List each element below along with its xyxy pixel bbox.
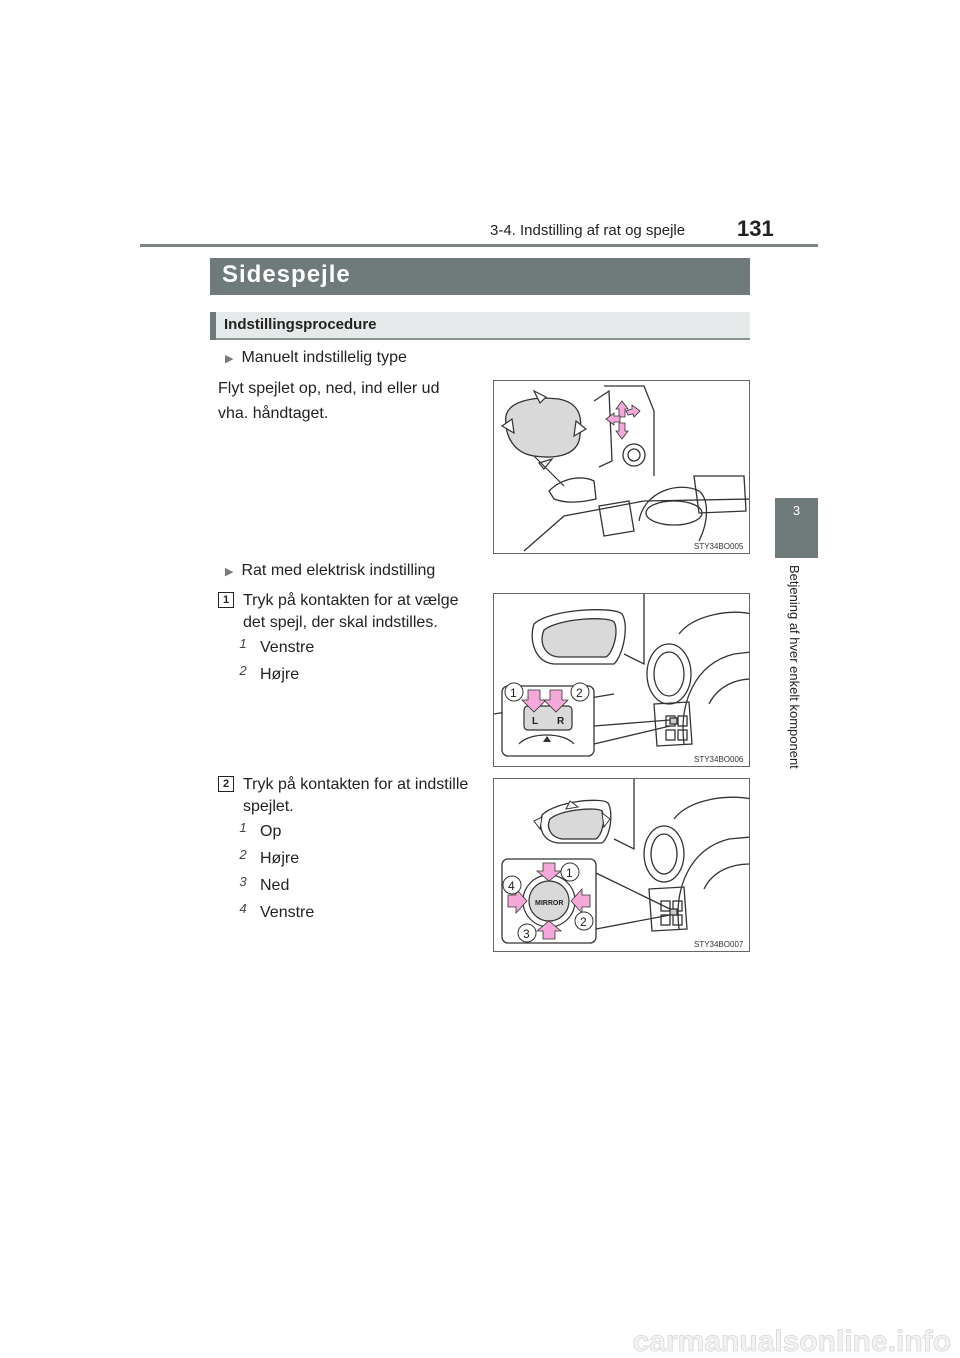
- step-2-item-2-number: 2: [239, 847, 247, 862]
- switch-right-label: R: [557, 716, 565, 727]
- manual-line-1: Flyt spejlet op, ned, ind eller ud: [218, 380, 440, 397]
- switch-left-label: L: [532, 716, 539, 727]
- step-2-line-1: Tryk på kontakten for at indstille: [243, 776, 469, 793]
- step-2-item-2-label: Højre: [260, 850, 300, 867]
- figure-code: STY34BO005: [694, 542, 744, 551]
- step-2-item-4-number: 4: [239, 901, 247, 916]
- step-1-line-2: det spejl, der skal indstilles.: [243, 614, 438, 631]
- manual-line-2: vha. håndtaget.: [218, 405, 329, 422]
- watermark-text: carmanualsonline.info: [632, 1325, 951, 1358]
- callout-1: 1: [566, 866, 573, 880]
- step-1-badge: 1: [218, 592, 234, 608]
- step-2-item-4-label: Venstre: [260, 904, 315, 921]
- callout-2: 2: [580, 915, 587, 929]
- chapter-title-text: Betjening af hver enkelt komponent: [787, 565, 802, 769]
- subsection-title: Indstillingsprocedure: [224, 316, 377, 333]
- chapter-title: [780, 565, 810, 805]
- header-section-title: 3-4. Indstilling af rat og spejle: [490, 222, 686, 239]
- chapter-number: 3: [792, 503, 801, 518]
- step-2-item-1-number: 1: [239, 820, 247, 835]
- mirror-select-illustration: [494, 594, 750, 767]
- step-2-item-1-label: Op: [260, 823, 282, 840]
- callout-4: 4: [508, 879, 515, 893]
- triangle-bullet-icon: ▶: [225, 353, 234, 365]
- header-divider: [140, 244, 818, 247]
- section-title: Sidespejle: [222, 261, 351, 288]
- step-1-item-2-label: Højre: [260, 666, 300, 683]
- step-1-item-1-label: Venstre: [260, 639, 315, 656]
- step-2-item-3-label: Ned: [260, 877, 290, 894]
- callout-3: 3: [523, 927, 530, 941]
- manual-mirror-figure: [493, 380, 750, 554]
- callout-2: 2: [576, 686, 583, 700]
- electric-heading: [225, 558, 435, 585]
- mirror-switch-label: MIRROR: [535, 900, 564, 907]
- chapter-tab: [775, 498, 818, 558]
- step-2-badge: 2: [218, 776, 234, 792]
- step-2-line-2: spejlet.: [243, 798, 294, 815]
- triangle-bullet-icon: ▶: [225, 566, 234, 578]
- mirror-select-figure: [493, 593, 750, 767]
- subsection-accent: [210, 312, 216, 340]
- callout-1: 1: [510, 686, 517, 700]
- step-1-item-1-number: 1: [239, 636, 247, 651]
- manual-mirror-illustration: [494, 381, 750, 554]
- watermark: [0, 1322, 960, 1358]
- mirror-adjust-illustration: [494, 779, 750, 952]
- manual-heading-text: Manuelt indstillelig type: [241, 349, 407, 366]
- step-2-item-3-number: 3: [239, 874, 247, 889]
- figure-code: STY34BO007: [694, 940, 744, 949]
- electric-heading-text: Rat med elektrisk indstilling: [241, 562, 436, 579]
- manual-heading: [225, 345, 407, 372]
- mirror-adjust-figure: [493, 778, 750, 952]
- page-number: 131: [737, 216, 774, 241]
- step-1-item-2-number: 2: [239, 663, 247, 678]
- step-1-line-1: Tryk på kontakten for at vælge: [243, 592, 459, 609]
- figure-code: STY34BO006: [694, 755, 744, 764]
